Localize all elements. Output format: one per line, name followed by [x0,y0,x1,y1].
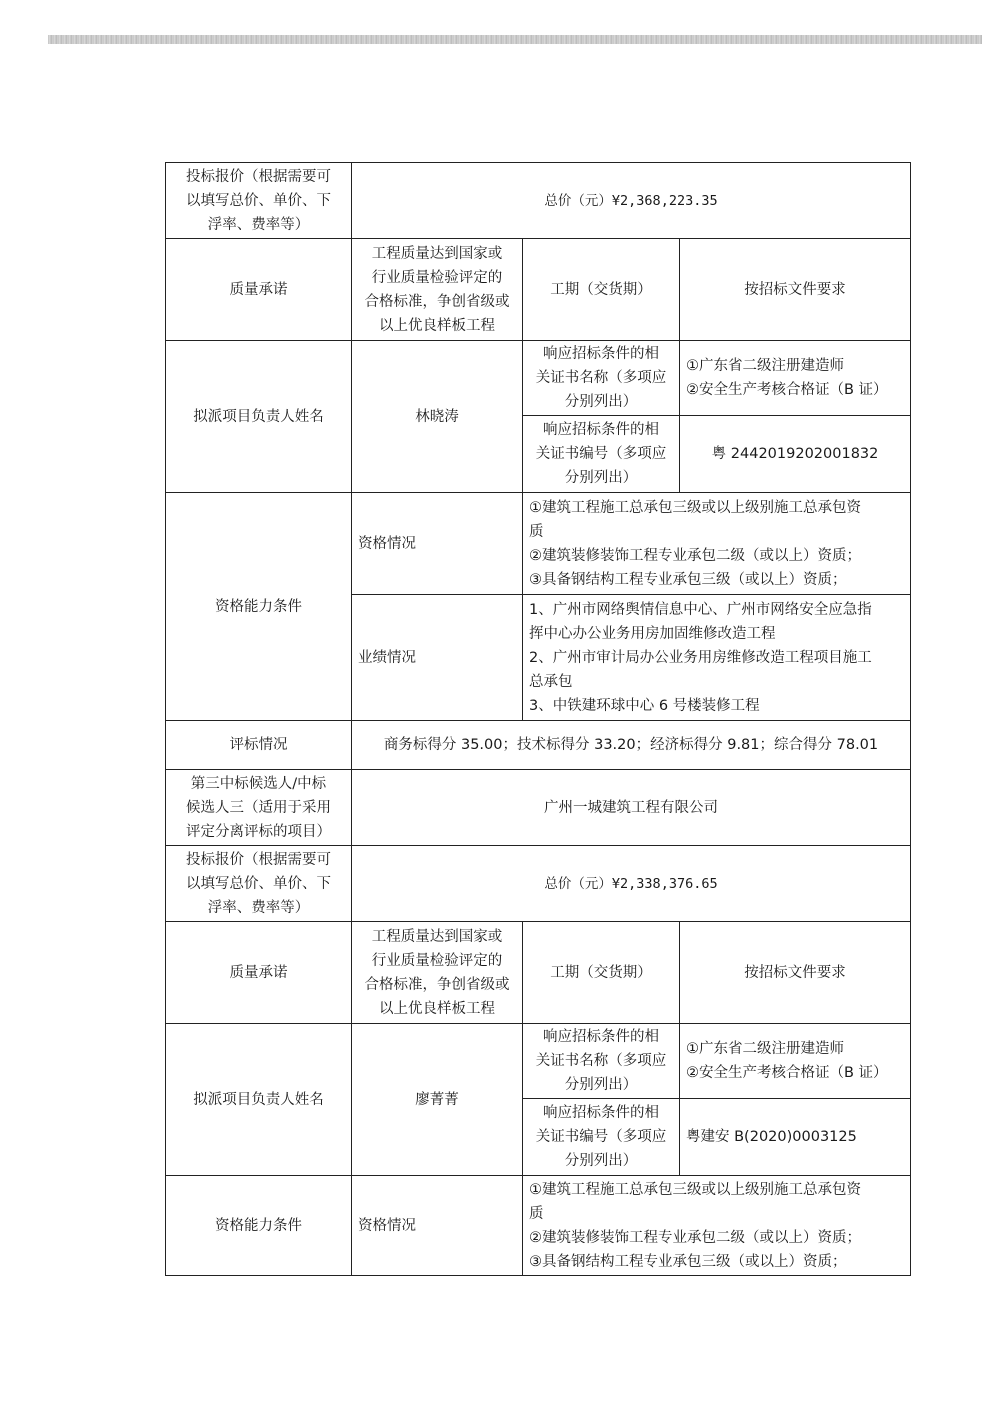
third-candidate-name: 广州一城建筑工程有限公司 [352,770,911,846]
manager-label: 拟派项目负责人姓名 [166,341,352,493]
qualification-row [166,493,911,595]
bid-price-row-3 [166,846,911,922]
quality-value-3: 工程质量达到国家或 行业质量检验评定的 合格标准，争创省级或 以上优良样板工程 [352,922,523,1024]
bid-result-table [165,162,911,1276]
bid-price-label-3: 投标报价（根据需要可 以填写总价、单价、下 浮率、费率等） [166,846,352,922]
period-value: 按招标文件要求 [680,239,911,341]
quality-label-3: 质量承诺 [166,922,352,1024]
cert-name-value-3: ①广东省二级注册建造师 ②安全生产考核合格证（B 证） [680,1024,911,1099]
manager-row [166,341,911,416]
third-candidate-row [166,770,911,846]
manager-name: 林晓涛 [352,341,523,493]
quality-row [166,239,911,341]
bid-price-label: 投标报价（根据需要可 以填写总价、单价、下 浮率、费率等） [166,163,352,239]
manager-label-3: 拟派项目负责人姓名 [166,1024,352,1176]
manager-name-3: 廖菁菁 [352,1024,523,1176]
bid-price-value-3: 总价（元）¥2,338,376.65 [352,846,911,922]
manager-row-3 [166,1024,911,1099]
scan-header-bar [48,35,982,44]
performance-items: 1、广州市网络舆情信息中心、广州市网络安全应急指 挥中心办公业务用房加固维修改造工程 2、广州市审计局办公业务用房维修改造工程项目施工 总承包 3、中铁建环球中心 6 号楼装修工程 [523,595,911,721]
bid-price-value: 总价（元）¥2,368,223.35 [352,163,911,239]
period-label-3: 工期（交货期） [523,922,680,1024]
qualification-items: ①建筑工程施工总承包三级或以上级别施工总承包资 质 ②建筑装修装饰工程专业承包二级（或以上）资质； ③具备钢结构工程专业承包三级（或以上）资质； [523,493,911,595]
qualification-items-3: ①建筑工程施工总承包三级或以上级别施工总承包资 质 ②建筑装修装饰工程专业承包二级（或以上）资质； ③具备钢结构工程专业承包三级（或以上）资质； [523,1176,911,1276]
qualification-sub-label: 资格情况 [352,493,523,595]
period-label: 工期（交货期） [523,239,680,341]
cert-name-label-3: 响应招标条件的相 关证书名称（多项应 分别列出） [523,1024,680,1099]
cert-no-value-3: 粤建安 B(2020)0003125 [680,1099,911,1176]
cert-name-label: 响应招标条件的相 关证书名称（多项应 分别列出） [523,341,680,416]
quality-row-3 [166,922,911,1024]
performance-sub-label: 业绩情况 [352,595,523,721]
evaluation-row [166,721,911,770]
cert-no-label: 响应招标条件的相 关证书编号（多项应 分别列出） [523,416,680,493]
qualification-sub-label-3: 资格情况 [352,1176,523,1276]
bid-price-row [166,163,911,239]
qualification-label: 资格能力条件 [166,493,352,721]
evaluation-value: 商务标得分 35.00；技术标得分 33.20；经济标得分 9.81；综合得分 78.01 [352,721,911,770]
cert-no-label-3: 响应招标条件的相 关证书编号（多项应 分别列出） [523,1099,680,1176]
period-value-3: 按招标文件要求 [680,922,911,1024]
quality-label: 质量承诺 [166,239,352,341]
cert-no-value: 粤 2442019202001832 [680,416,911,493]
cert-name-value: ①广东省二级注册建造师 ②安全生产考核合格证（B 证） [680,341,911,416]
qualification-row-3 [166,1176,911,1276]
evaluation-label: 评标情况 [166,721,352,770]
qualification-label-3: 资格能力条件 [166,1176,352,1276]
third-candidate-label: 第三中标候选人/中标 候选人三（适用于采用 评定分离评标的项目） [166,770,352,846]
quality-value: 工程质量达到国家或 行业质量检验评定的 合格标准，争创省级或 以上优良样板工程 [352,239,523,341]
